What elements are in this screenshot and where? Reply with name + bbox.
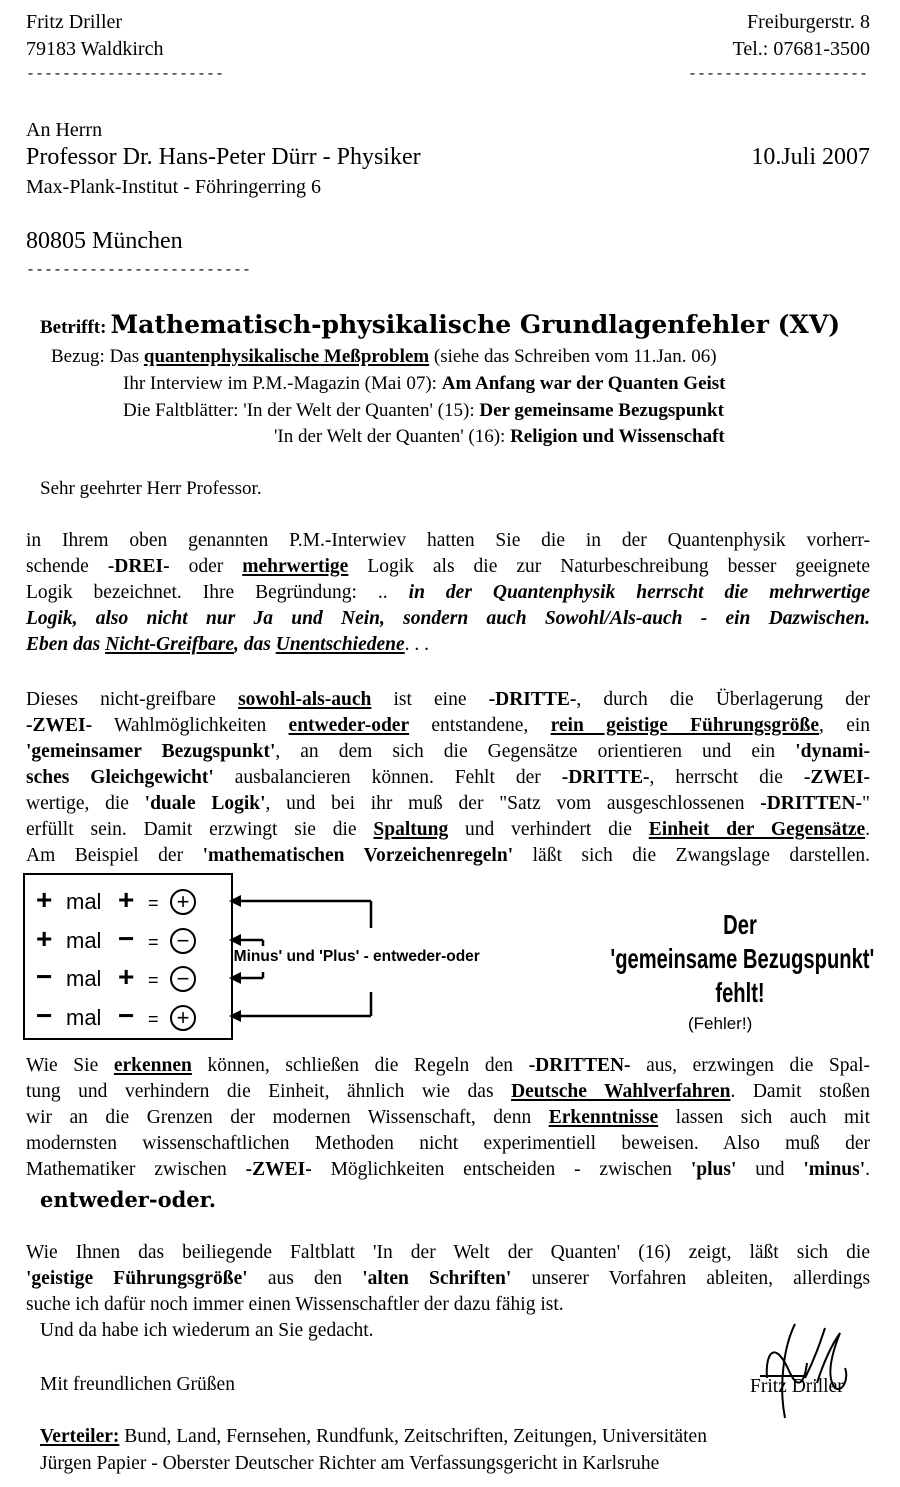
- sign-symbol: +: [36, 884, 53, 915]
- text-span: entstandene,: [431, 715, 529, 736]
- reference-line-1: [51, 345, 717, 369]
- paragraph-3: [26, 1053, 870, 1183]
- sign-symbol: +: [36, 923, 53, 954]
- paragraph-line: [26, 1053, 870, 1079]
- text-span: 'dynami-: [795, 741, 870, 762]
- text-span: wir an die Grenzen der modernen Wissenschaft, denn: [26, 1107, 532, 1128]
- text-span: 'alten Schriften': [362, 1268, 512, 1289]
- text-span: läßt sich die Zwangslage darstellen.: [532, 845, 871, 866]
- paragraph-line: [26, 1157, 870, 1183]
- paragraph-line: in Ihrem oben genannten P.M.-Interwiev hatten Sie die in der Quantenphysik vorherr-: [26, 530, 870, 551]
- text-span: wertige, die: [26, 793, 129, 814]
- reference-line-2: [123, 372, 726, 396]
- text-span: erfüllt sein. Damit erzwingt sie die: [26, 819, 357, 840]
- sign-symbol: −: [36, 1000, 53, 1031]
- distribution-text: Bund, Land, Fernsehen, Rundfunk, Zeitschriften, Zeitungen, Universitäten: [124, 1426, 707, 1447]
- text-span: Erkenntnisse: [548, 1107, 659, 1128]
- equals-sign: =: [148, 1009, 159, 1029]
- letter-date: 10.Juli 2007: [751, 144, 870, 170]
- text-span: , ein: [819, 715, 871, 736]
- sign-rule-row: [36, 923, 196, 955]
- text-span: erkennen: [113, 1055, 192, 1076]
- text-span: schende: [26, 556, 89, 577]
- paragraph-line: [26, 843, 870, 869]
- text-span: Unentschiedene: [275, 634, 405, 655]
- reference-text: 'In der Welt der Quanten' (16):: [274, 426, 506, 447]
- text-span: Wie Sie: [26, 1055, 99, 1076]
- sender-divider-left: ----------------------: [26, 66, 225, 83]
- text-span: 'duale Logik': [144, 793, 266, 814]
- sender-phone: Tel.: 07681-3500: [732, 38, 870, 60]
- paragraph-line: suche ich dafür noch immer einen Wissenschaftler der dazu fähig ist.: [26, 1294, 564, 1315]
- paragraph-2: [26, 687, 870, 869]
- text-span: 'gemeinsamer Bezugspunkt': [26, 741, 276, 762]
- text-span: -ZWEI-: [803, 767, 870, 788]
- paragraph-line: Wie Ihnen das beiliegende Faltblatt 'In der Welt der Quanten' (16) zeigt, läßt sich die: [26, 1242, 870, 1263]
- text-span: Wahlmöglichkeiten: [114, 715, 267, 736]
- text-span: und verhindert die: [465, 819, 632, 840]
- text-span: -DRITTEN-: [760, 793, 863, 814]
- text-span: Eben das: [26, 634, 101, 655]
- text-span: Logik, also nicht nur Ja und Nein, sondern auch Sowohl/Als-auch - ein Dazwischen.: [26, 608, 870, 629]
- text-span: , an dem sich die Gegensätze orientieren und ein: [275, 741, 776, 762]
- reference-title: Religion und Wissenschaft: [510, 426, 725, 447]
- text-span: -DRITTE-: [561, 767, 650, 788]
- text-span: können, schließen die Regeln den: [207, 1055, 514, 1076]
- text-span: -DREI-: [107, 556, 170, 577]
- recipient-name: Professor Dr. Hans-Peter Dürr - Physiker: [26, 144, 421, 170]
- text-span: 'geistige Führungsgröße': [26, 1268, 248, 1289]
- closing: Mit freundlichen Grüßen: [40, 1374, 235, 1395]
- text-span: Mathematiker zwischen: [26, 1159, 227, 1180]
- reference-title: Der gemeinsame Bezugspunkt: [479, 400, 724, 421]
- sender-divider-right: --------------------: [687, 66, 868, 83]
- callout-line: Der: [723, 909, 757, 940]
- paragraph-line: [26, 817, 870, 843]
- text-span: Dieses nicht-greifbare: [26, 689, 216, 710]
- text-span: Am Beispiel der: [26, 845, 184, 866]
- operator-word: mal: [66, 1005, 102, 1030]
- paragraph-line: modernsten wissenschaftlichen Methoden nicht experimentiell beweisen. Also muß der: [26, 1133, 870, 1154]
- text-span: .: [865, 1159, 871, 1180]
- text-span: ": [862, 793, 871, 814]
- text-span: sches Gleichgewicht': [26, 767, 214, 788]
- sign-rule-row: [36, 884, 196, 916]
- text-span: oder: [188, 556, 224, 577]
- distribution-label: Verteiler:: [40, 1426, 120, 1447]
- reference-text: Ihr Interview im P.M.-Magazin (Mai 07):: [123, 373, 437, 394]
- text-span: Deutsche Wahlverfahren: [511, 1081, 731, 1102]
- distribution-line-1: [40, 1426, 707, 1448]
- text-span: aus, erzwingen die Spal-: [646, 1055, 871, 1076]
- sign-rule-row: [36, 961, 196, 993]
- text-span: Logik bezeichnet. Ihre Begründung: ..: [26, 582, 388, 603]
- paragraph-line: Und da habe ich wiederum an Sie gedacht.: [40, 1320, 374, 1341]
- sign-rule-row: [36, 1000, 196, 1032]
- callout-note: (Fehler!): [688, 1014, 753, 1033]
- text-span: Einheit der Gegensätze: [648, 819, 866, 840]
- paragraph-line: [26, 580, 870, 606]
- equals-sign: =: [148, 970, 159, 990]
- text-span: -DRITTE-: [488, 689, 577, 710]
- sign-symbol: −: [118, 1000, 135, 1031]
- text-span: 'plus': [690, 1159, 737, 1180]
- text-span: 'minus': [803, 1159, 866, 1180]
- paragraph-1: [26, 528, 870, 658]
- reference-text: Das: [109, 346, 140, 367]
- paragraph-4: [26, 1240, 870, 1318]
- text-span: lassen sich auch mit: [675, 1107, 871, 1128]
- reference-line-3: [123, 399, 724, 423]
- text-span: -ZWEI-: [26, 715, 93, 736]
- reference-topic: quantenphysikalische Meßproblem: [143, 346, 430, 367]
- operator-word: mal: [66, 928, 102, 953]
- text-span: mehrwertige: [242, 556, 349, 577]
- subject-line: [40, 310, 840, 339]
- sender-street: Freiburgerstr. 8: [747, 11, 870, 33]
- paragraph-line: [26, 713, 870, 739]
- paragraph-line: [26, 632, 870, 658]
- text-span: . . .: [404, 634, 430, 655]
- reference-line-4: [274, 425, 725, 449]
- reference-text: (siehe das Schreiben vom 11.Jan. 06): [433, 346, 717, 367]
- text-span: ist eine: [393, 689, 467, 710]
- paragraph-line: [26, 765, 870, 791]
- text-span: in der Quantenphysik herrscht die mehrwertige: [408, 582, 871, 603]
- text-span: unserer Vorfahren ableiten, allerdings: [531, 1268, 871, 1289]
- bracket-label: 'Minus' und 'Plus' - entweder-oder: [230, 948, 480, 965]
- text-span: .: [865, 819, 871, 840]
- sign-symbol: +: [118, 961, 135, 992]
- reference-text: Die Faltblätter: 'In der Welt der Quanten' (15):: [123, 400, 475, 421]
- callout: [610, 908, 875, 1010]
- reference-title: Am Anfang war der Quanten Geist: [441, 373, 726, 394]
- paragraph-line: [26, 687, 870, 713]
- callout-line: fehlt!: [715, 977, 765, 1008]
- sender-name: Fritz Driller: [26, 11, 123, 33]
- text-span: entweder-oder: [288, 715, 410, 736]
- result-sign: −: [170, 966, 196, 992]
- text-span: . Damit stoßen: [730, 1081, 870, 1102]
- paragraph-line: [26, 739, 870, 765]
- subject-text: Mathematisch-physikalische Grundlagenfehler (XV): [110, 310, 841, 339]
- handwritten-signature: [745, 1318, 865, 1428]
- text-span: und: [755, 1159, 785, 1180]
- text-span: , das: [234, 634, 271, 655]
- paragraph-line: [26, 1079, 870, 1105]
- emphasis-line: entweder-oder.: [40, 1187, 217, 1212]
- equals-sign: =: [148, 932, 159, 952]
- operator-word: mal: [66, 889, 102, 914]
- result-sign: −: [170, 928, 196, 954]
- text-span: tung und verhindern die Einheit, ähnlich wie das: [26, 1081, 494, 1102]
- sign-symbol: −: [118, 923, 135, 954]
- sender-city: 79183 Waldkirch: [26, 38, 164, 60]
- callout-line: 'gemeinsame Bezugspunkt': [610, 943, 875, 974]
- text-span: , und bei ihr muß der "Satz vom ausgeschlossenen: [265, 793, 745, 814]
- recipient-salutation: An Herrn: [26, 119, 103, 141]
- text-span: aus den: [267, 1268, 343, 1289]
- text-span: -DRITTEN-: [528, 1055, 631, 1076]
- text-span: Logik als die zur Naturbeschreibung besser geeignete: [367, 556, 871, 577]
- equals-sign: =: [148, 893, 159, 913]
- greeting: Sehr geehrter Herr Professor.: [40, 478, 262, 499]
- paragraph-line: [26, 1105, 870, 1131]
- paragraph-line: [26, 791, 870, 817]
- sign-symbol: +: [118, 884, 135, 915]
- text-span: sowohl-als-auch: [238, 689, 372, 710]
- reference-label: Bezug:: [51, 346, 105, 367]
- text-span: Möglichkeiten entscheiden - zwischen: [330, 1159, 672, 1180]
- recipient-divider: -------------------------: [26, 262, 252, 279]
- distribution-line-2: Jürgen Papier - Oberster Deutscher Richter am Verfassungsgericht in Karlsruhe: [40, 1453, 660, 1474]
- signature-name: Fritz Driller: [750, 1376, 844, 1397]
- text-span: , durch die Überlagerung der: [576, 689, 871, 710]
- subject-label: Betrifft:: [40, 317, 107, 338]
- text-span: , herrscht die: [649, 767, 783, 788]
- text-span: -ZWEI-: [245, 1159, 312, 1180]
- paragraph-line: [26, 1266, 870, 1292]
- text-span: Nicht-Greifbare: [105, 634, 235, 655]
- operator-word: mal: [66, 966, 102, 991]
- result-sign: +: [170, 1005, 196, 1031]
- result-sign: +: [170, 889, 196, 915]
- text-span: rein geistige Führungsgröße: [550, 715, 820, 736]
- text-span: 'mathematischen Vorzeichenregeln': [202, 845, 514, 866]
- text-span: Spaltung: [373, 819, 449, 840]
- paragraph-line: [26, 554, 870, 580]
- recipient-city: 80805 München: [26, 228, 183, 254]
- paragraph-line: [26, 606, 870, 632]
- sign-symbol: −: [36, 961, 53, 992]
- recipient-institute: Max-Plank-Institut - Föhringerring 6: [26, 176, 321, 198]
- text-span: ausbalancieren können. Fehlt der: [234, 767, 541, 788]
